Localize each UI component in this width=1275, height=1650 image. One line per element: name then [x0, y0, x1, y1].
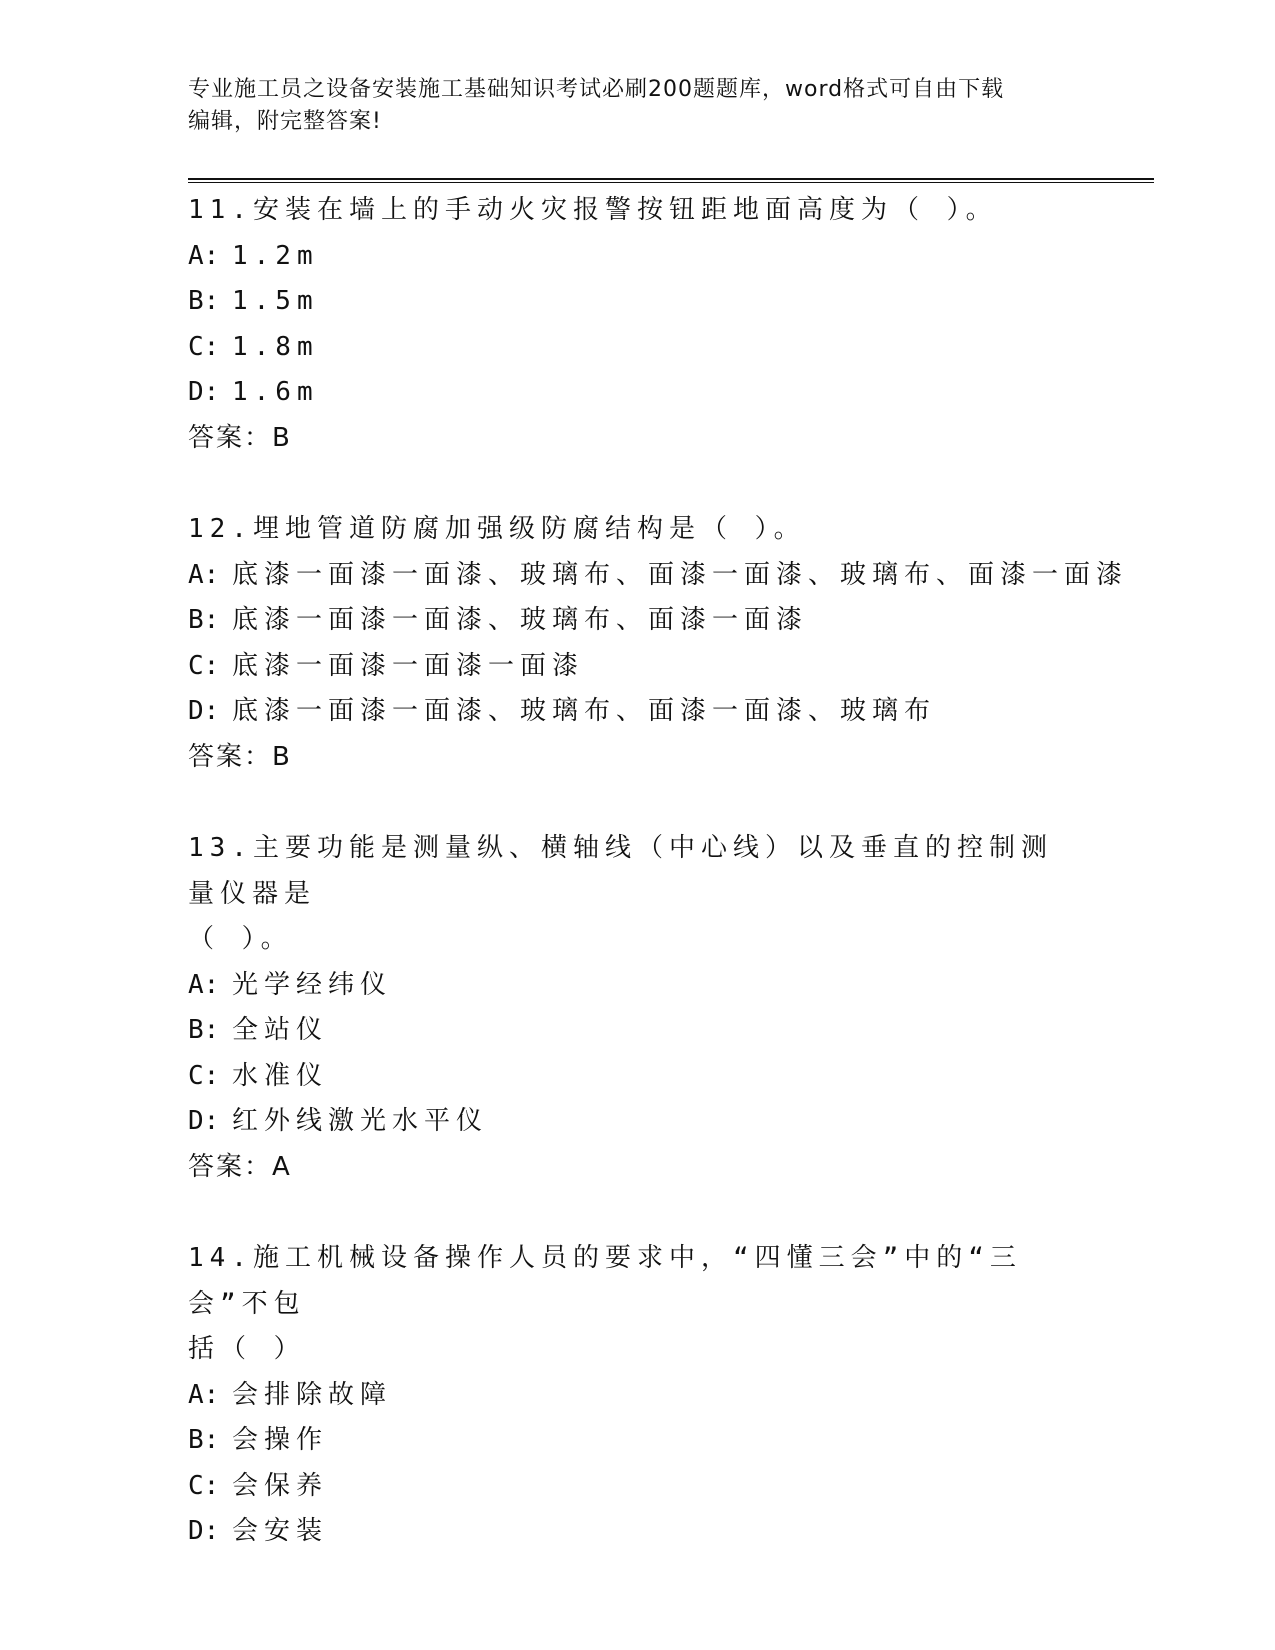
question-stem: 12.埋地管道防腐加强级防腐结构是（ ）。 [188, 514, 806, 544]
option-c [188, 1054, 1088, 1100]
question-list [188, 188, 1129, 1601]
question-14 [188, 1236, 1088, 1555]
option-letter: A: [188, 240, 220, 271]
question-13 [188, 826, 1088, 1190]
option-b [188, 279, 1088, 325]
header-divider-thick [188, 178, 1154, 180]
header-line-1: 专业施工员之设备安装施工基础知识考试必刷200题题库，word格式可自由下载 [188, 77, 1005, 102]
answer-label: 答案：A [188, 1151, 292, 1182]
document-header [188, 74, 1088, 138]
option-letter: D: [188, 377, 220, 407]
option-letter: D: [188, 1106, 220, 1136]
option-b [188, 1008, 1088, 1054]
option-text: 光学经纬仪 [232, 969, 393, 1000]
option-letter: B: [188, 1015, 220, 1045]
option-letter: C: [188, 650, 220, 681]
option-a [188, 553, 1129, 599]
option-d [188, 370, 1088, 416]
option-letter: C: [188, 1060, 220, 1091]
option-letter: D: [188, 1516, 220, 1546]
option-text: 1.8m [232, 331, 319, 362]
option-text: 全站仪 [232, 1015, 329, 1045]
option-text: 1.2m [232, 240, 319, 271]
option-c [188, 325, 1088, 371]
option-text: 会保养 [232, 1470, 329, 1501]
question-stem-line-2: （ ）。 [188, 924, 293, 954]
question-11 [188, 188, 1088, 461]
option-a [188, 1373, 1088, 1419]
option-text: 底漆一面漆一面漆、玻璃布、面漆一面漆 [232, 605, 809, 635]
option-text: 1.5m [232, 286, 319, 316]
option-d [188, 1509, 1088, 1555]
option-b [188, 1418, 1088, 1464]
option-text: 会排除故障 [232, 1379, 393, 1410]
option-letter: B: [188, 286, 220, 316]
option-text: 水准仪 [232, 1060, 329, 1091]
option-letter: C: [188, 331, 220, 362]
question-stem-line-2: 括（ ） [188, 1334, 306, 1364]
option-letter: B: [188, 1425, 220, 1455]
option-letter: A: [188, 559, 220, 590]
option-letter: D: [188, 696, 220, 726]
option-text: 底漆一面漆一面漆、玻璃布、面漆一面漆、玻璃布 [232, 696, 937, 726]
question-12 [188, 507, 1129, 780]
header-divider-thin [188, 182, 1154, 183]
option-letter: A: [188, 969, 220, 1000]
option-a [188, 234, 1088, 280]
question-stem-line-1: 14.施工机械设备操作人员的要求中，“四懂三会”中的“三会”不包 [188, 1243, 1022, 1319]
option-c [188, 644, 1088, 690]
option-text: 红外线激光水平仪 [232, 1106, 489, 1136]
option-letter: C: [188, 1470, 220, 1501]
option-b [188, 598, 1088, 644]
header-line-2: 编辑，附完整答案! [188, 109, 382, 134]
question-stem-line-1: 13.主要功能是测量纵、横轴线（中心线）以及垂直的控制测量仪器是 [188, 833, 1053, 909]
question-stem: 11.安装在墙上的手动火灾报警按钮距地面高度为（ ）。 [188, 195, 998, 225]
option-text: 底漆一面漆一面漆一面漆 [232, 650, 585, 681]
option-d [188, 689, 1088, 735]
option-d [188, 1099, 1088, 1145]
option-a [188, 963, 1088, 1009]
option-letter: B: [188, 605, 220, 635]
option-c [188, 1464, 1088, 1510]
option-text: 底漆一面漆一面漆、玻璃布、面漆一面漆、玻璃布、面漆一面漆 [232, 559, 1129, 590]
option-text: 会安装 [232, 1516, 329, 1546]
answer-label: 答案：B [188, 741, 292, 772]
answer-label: 答案：B [188, 422, 292, 453]
option-text: 1.6m [232, 377, 319, 407]
option-letter: A: [188, 1379, 220, 1410]
option-text: 会操作 [232, 1425, 329, 1455]
